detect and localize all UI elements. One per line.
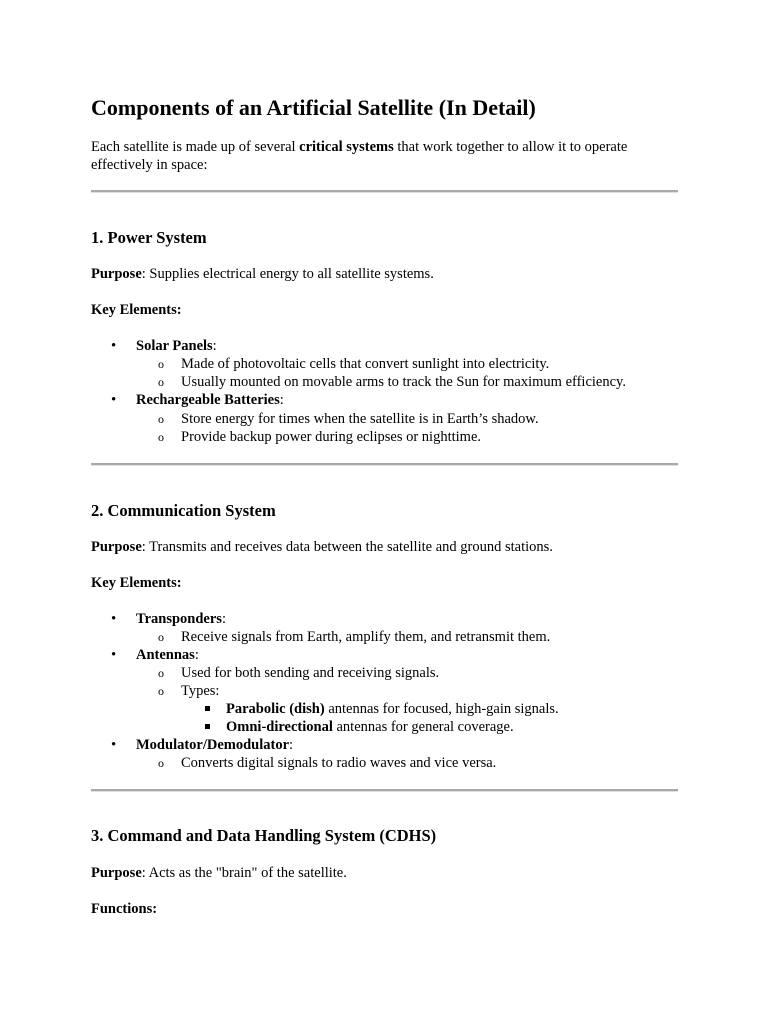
sub-list-item: Usually mounted on movable arms to track the Sun for maximum efficiency. bbox=[181, 374, 626, 390]
bullet-icon: • bbox=[111, 392, 117, 408]
key-elements-label: Key Elements: bbox=[91, 302, 182, 318]
list-item-transponders bbox=[136, 610, 226, 628]
square-bullet-icon bbox=[205, 724, 210, 729]
sub-list-item: Types: bbox=[181, 683, 220, 699]
purpose-text: : Supplies electrical energy to all satellite systems. bbox=[141, 266, 434, 282]
sub-list-item: Store energy for times when the satellite is in Earth’s shadow. bbox=[181, 411, 539, 427]
sub-sub-list-item bbox=[226, 718, 514, 736]
functions-label: Functions: bbox=[91, 901, 158, 917]
item-label: Antennas bbox=[136, 647, 195, 663]
sub-bullet-icon: o bbox=[158, 375, 164, 389]
purpose-label: Purpose bbox=[91, 539, 142, 555]
antenna-type-bold: Parabolic (dish) bbox=[226, 701, 325, 717]
sub-bullet-icon: o bbox=[158, 756, 164, 770]
sub-list-item: Provide backup power during eclipses or nighttime. bbox=[181, 429, 482, 445]
item-label: Transponders bbox=[136, 611, 222, 627]
bullet-icon: • bbox=[111, 647, 117, 663]
sub-bullet-icon: o bbox=[158, 666, 164, 680]
horizontal-divider bbox=[91, 789, 678, 792]
purpose-text: : Transmits and receives data between the satellite and ground stations. bbox=[141, 539, 553, 555]
item-suffix: : bbox=[194, 647, 199, 663]
horizontal-divider bbox=[91, 463, 678, 466]
intro-text-before: Each satellite is made up of several bbox=[91, 139, 300, 155]
item-suffix: : bbox=[279, 392, 284, 408]
bullet-icon: • bbox=[111, 737, 117, 753]
sub-bullet-icon: o bbox=[158, 357, 164, 371]
purpose-text: : Acts as the "brain" of the satellite. bbox=[141, 865, 347, 881]
purpose-line-communication bbox=[91, 538, 553, 556]
bullet-icon: • bbox=[111, 611, 117, 627]
antenna-type-text: antennas for focused, high-gain signals. bbox=[324, 701, 559, 717]
bullet-icon: • bbox=[111, 338, 117, 354]
intro-bold-text: critical systems bbox=[299, 139, 394, 155]
antenna-type-text: antennas for general coverage. bbox=[332, 719, 514, 735]
list-item-solar-panels bbox=[136, 337, 217, 355]
sub-bullet-icon: o bbox=[158, 412, 164, 426]
sub-bullet-icon: o bbox=[158, 430, 164, 444]
sub-bullet-icon: o bbox=[158, 630, 164, 644]
intro-text-after: that work together to allow it to operate effectively in space: bbox=[91, 139, 628, 173]
sub-list-item: Converts digital signals to radio waves and vice versa. bbox=[181, 755, 497, 771]
purpose-line-power bbox=[91, 265, 434, 283]
list-item-modulator-demodulator bbox=[136, 736, 293, 754]
item-suffix: : bbox=[289, 737, 294, 753]
section-heading-cdhs: 3. Command and Data Handling System (CDHS) bbox=[91, 826, 437, 845]
antenna-type-bold: Omni-directional bbox=[226, 719, 333, 735]
section-heading-communication: 2. Communication System bbox=[91, 501, 276, 520]
item-suffix: : bbox=[221, 611, 226, 627]
purpose-line-cdhs bbox=[91, 864, 347, 882]
purpose-label: Purpose bbox=[91, 266, 142, 282]
item-suffix: : bbox=[212, 338, 217, 354]
list-item-antennas bbox=[136, 646, 199, 664]
square-bullet-icon bbox=[205, 706, 210, 711]
sub-bullet-icon: o bbox=[158, 684, 164, 698]
purpose-label: Purpose bbox=[91, 865, 142, 881]
horizontal-divider bbox=[91, 190, 678, 193]
intro-paragraph bbox=[91, 138, 681, 174]
section-heading-power: 1. Power System bbox=[91, 228, 207, 247]
item-label: Solar Panels bbox=[136, 338, 213, 354]
sub-list-item: Made of photovoltaic cells that convert sunlight into electricity. bbox=[181, 356, 550, 372]
item-label: Rechargeable Batteries bbox=[136, 392, 280, 408]
sub-sub-list-item bbox=[226, 700, 559, 718]
page-title: Components of an Artificial Satellite (In Detail) bbox=[91, 95, 536, 120]
key-elements-label: Key Elements: bbox=[91, 575, 182, 591]
sub-list-item: Used for both sending and receiving signals. bbox=[181, 665, 440, 681]
list-item-rechargeable-batteries bbox=[136, 391, 284, 409]
item-label: Modulator/Demodulator bbox=[136, 737, 290, 753]
sub-list-item: Receive signals from Earth, amplify them, and retransmit them. bbox=[181, 629, 551, 645]
